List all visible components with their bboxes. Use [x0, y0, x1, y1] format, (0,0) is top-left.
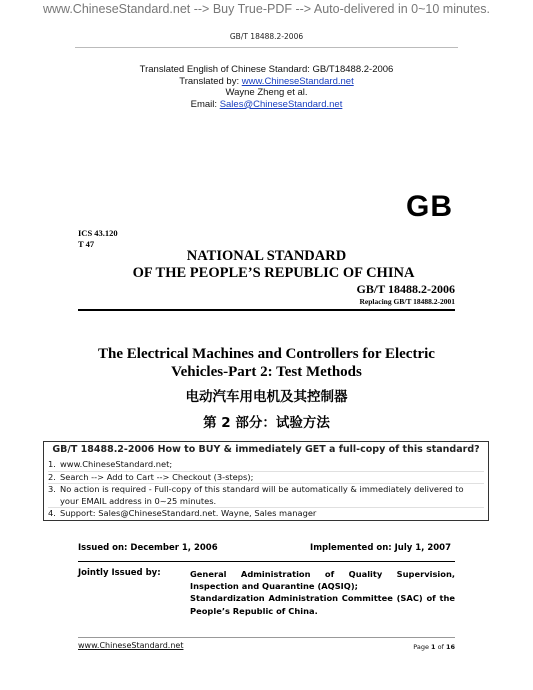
issuer-sac: Standardization Administration Committee (SAC) of the People’s Republic of China. [190, 593, 455, 616]
chinese-title-line2: 第 2 部分：试验方法 [203, 415, 330, 431]
purchase-step [48, 471, 484, 484]
gb-logo: GB [406, 190, 453, 223]
t-code: T 47 [78, 239, 95, 249]
translation-info [0, 64, 533, 110]
standard-heading [0, 248, 533, 282]
implemented-date: Implemented on: July 1, 2007 [310, 543, 451, 553]
total-pages: 16 [445, 643, 455, 651]
top-banner[interactable]: www.ChineseStandard.net --> Buy True-PDF --> Auto-delivered in 0~10 minutes. [42, 2, 491, 16]
header-divider [75, 47, 458, 48]
page-of: of [435, 643, 446, 651]
email-line [0, 99, 533, 111]
step-text[interactable]: www.ChineseStandard.net; [60, 459, 173, 469]
issuers-list [190, 568, 455, 617]
issued-date: Issued on: December 1, 2006 [78, 543, 218, 553]
running-header-doc-id: GB/T 18488.2-2006 [229, 32, 304, 41]
english-title-line2: Vehicles-Part 2: Test Methods [171, 364, 362, 380]
standard-number: GB/T 18488.2-2006 [356, 282, 455, 296]
dates-divider [78, 561, 455, 562]
classification-codes [78, 228, 118, 250]
english-title [0, 345, 533, 381]
translation-line: Translated English of Chinese Standard: GB/T18488.2-2006 [139, 64, 394, 75]
heading-divider [78, 309, 455, 311]
email-link[interactable]: Sales@ChineseStandard.net [219, 98, 343, 110]
purchase-step [48, 507, 484, 520]
footer-website-link[interactable]: www.ChineseStandard.net [78, 641, 184, 650]
step-number: 2. [48, 471, 56, 482]
translated-by-line [0, 76, 533, 88]
footer-divider [78, 637, 455, 638]
jointly-issued-label: Jointly Issued by: [78, 568, 161, 578]
english-title-line1: The Electrical Machines and Controllers for Electric [98, 346, 435, 362]
step-text: Support: Sales@ChineseStandard.net. Wayne, Sales manager [60, 508, 317, 519]
standard-heading-line2: OF THE PEOPLE’S REPUBLIC OF CHINA [132, 265, 415, 281]
purchase-step [48, 459, 484, 471]
step-number: 3. [48, 484, 56, 495]
purchase-steps [48, 459, 484, 520]
standard-heading-line1: NATIONAL STANDARD [186, 248, 347, 264]
page-indicator [413, 643, 455, 651]
translated-by-prefix: Translated by: [179, 75, 242, 87]
step-text: No action is required - Full-copy of this standard will be automatically & immediately delivered to your EMAIL address in 0~25 minutes. [60, 484, 464, 506]
issuer-aqsiq: General Administration of Quality Supervision, Inspection and Quarantine (AQSIQ); [190, 569, 455, 592]
page-prefix: Page [413, 643, 432, 651]
chinese-title-line1: 电动汽车用电机及其控制器 [185, 389, 348, 405]
purchase-step [48, 483, 484, 507]
ics-code: ICS 43.120 [78, 228, 118, 238]
step-number: 4. [48, 508, 56, 519]
step-number: 1. [48, 459, 56, 469]
translator-name: Wayne Zheng et al. [225, 87, 308, 99]
purchase-heading: GB/T 18488.2-2006 How to BUY & immediately GET a full-copy of this standard? [52, 444, 480, 455]
chinese-title [0, 384, 533, 436]
step-text: Search --> Add to Cart --> Checkout (3-steps); [60, 471, 254, 482]
purchase-info-box [43, 441, 489, 521]
email-prefix: Email: [190, 98, 220, 110]
translator-website-link[interactable]: www.ChineseStandard.net [241, 75, 354, 87]
replacing-standard: Replacing GB/T 18488.2-2001 [359, 297, 455, 306]
current-page: 1 [431, 643, 436, 651]
